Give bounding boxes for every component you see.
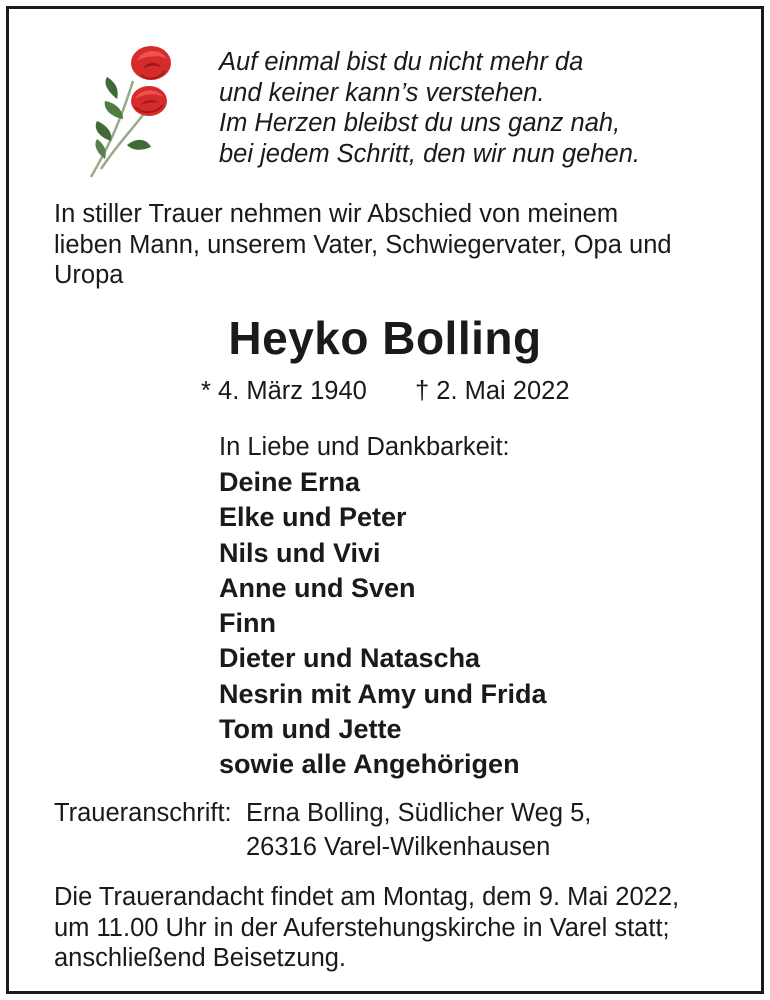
service-line: um 11.00 Uhr in der Auferstehungskirche in Varel statt; xyxy=(54,913,670,942)
obituary-notice xyxy=(6,6,764,994)
poem-line: Auf einmal bist du nicht mehr da xyxy=(219,48,584,76)
mourner-name: sowie alle Angehörigen xyxy=(219,749,520,780)
mourner-name: Tom und Jette xyxy=(219,714,402,745)
mourner-name: Finn xyxy=(219,608,276,639)
mourners-heading: In Liebe und Dankbarkeit: xyxy=(219,433,510,461)
mourner-name: Nils und Vivi xyxy=(219,537,381,568)
mourner-name: Nesrin mit Amy und Frida xyxy=(219,678,547,709)
address-line-1: Erna Bolling, Südlicher Weg 5, xyxy=(246,799,592,827)
deceased-name: Heyko Bolling xyxy=(228,312,542,364)
intro-text xyxy=(54,199,672,291)
mourner-name: Anne und Sven xyxy=(219,572,416,603)
intro-line: Uropa xyxy=(54,261,124,289)
poem-line: bei jedem Schritt, den wir nun gehen. xyxy=(219,139,640,168)
mourners-list xyxy=(219,465,547,783)
service-line: Die Trauerandacht findet am Montag, dem 9. Mai 2022, xyxy=(54,883,680,911)
mourner-name: Dieter und Natascha xyxy=(219,643,481,674)
intro-line: In stiller Trauer nehmen wir Abschied von meinem xyxy=(54,200,619,228)
poem xyxy=(219,47,640,169)
address-label: Traueranschrift: xyxy=(54,799,232,827)
address-line-2: 26316 Varel-Wilkenhausen xyxy=(246,833,551,861)
death-date: † 2. Mai 2022 xyxy=(415,377,570,405)
mourner-name: Elke und Peter xyxy=(219,502,407,533)
poem-line: Im Herzen bleibst du uns ganz nah, xyxy=(219,109,621,137)
poem-line: und keiner kann’s verstehen. xyxy=(219,78,545,107)
service-info xyxy=(54,882,679,974)
service-line: anschließend Beisetzung. xyxy=(54,944,347,972)
intro-line: lieben Mann, unserem Vater, Schwiegervater, Opa und xyxy=(54,230,672,259)
birth-date: * 4. März 1940 xyxy=(201,377,367,405)
mourner-name: Deine Erna xyxy=(219,467,361,497)
rose-icon xyxy=(71,41,181,181)
